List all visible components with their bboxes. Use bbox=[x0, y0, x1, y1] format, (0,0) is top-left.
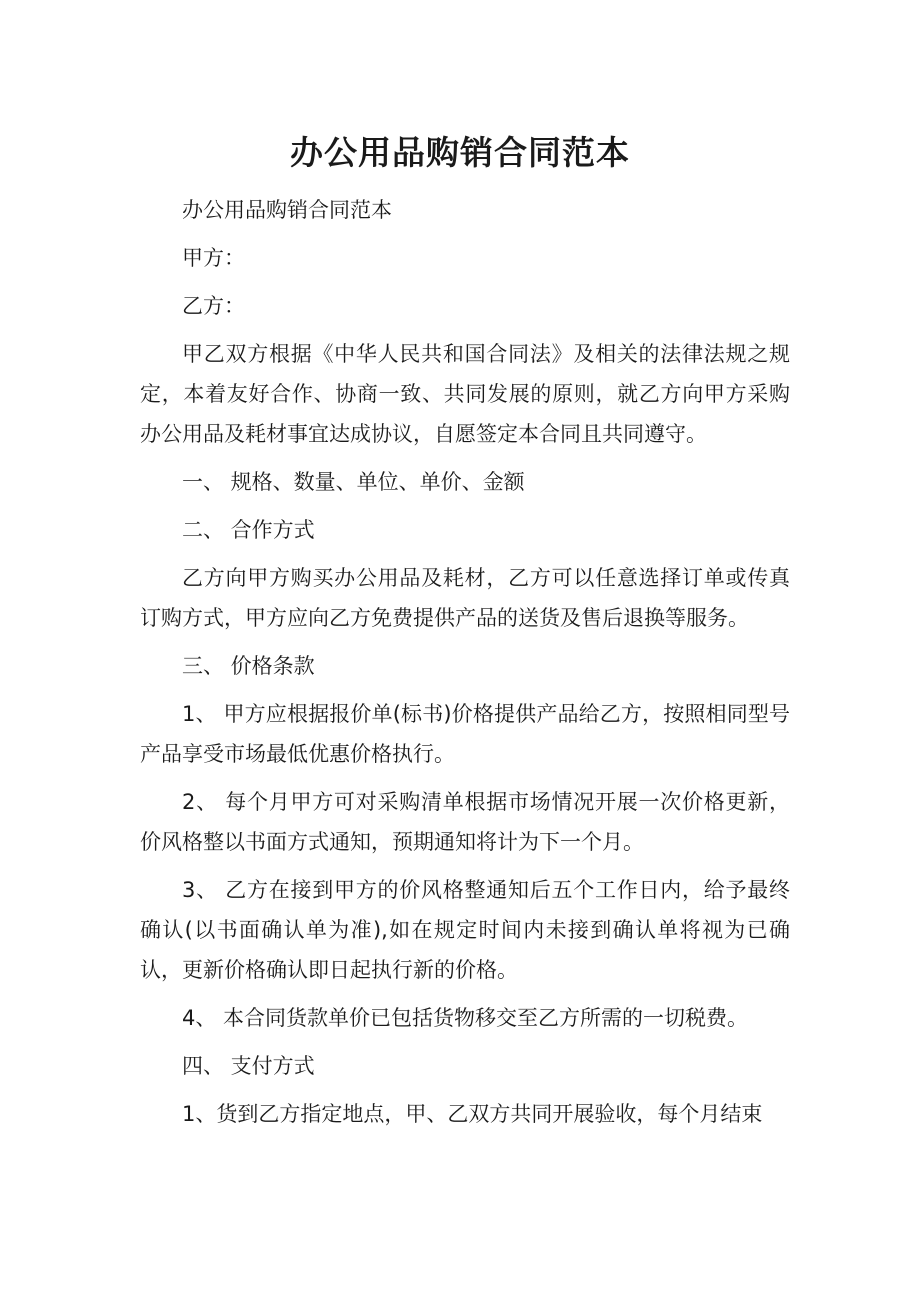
clause-price-3: 3、 乙方在接到甲方的价风格整通知后五个工作日内，给予最终确认(以书面确认单为准),如在规定时间内未接到确认单将视为已确认，更新价格确认即日起执行新的价格。 bbox=[140, 878, 790, 982]
paragraph-cooperation: 乙方向甲方购买办公用品及耗材，乙方可以任意选择订单或传真订购方式，甲方应向乙方免费提供产品的送货及售后退换等服务。 bbox=[140, 566, 790, 630]
document-title: 办公用品购销合同范本 bbox=[290, 133, 630, 172]
section-heading-3: 三、 价格条款 bbox=[182, 654, 315, 678]
document-body bbox=[140, 190, 790, 1142]
section-heading-4: 四、 支付方式 bbox=[182, 1054, 315, 1078]
paragraph-party-b: 乙方： bbox=[182, 294, 245, 318]
paragraph-subtitle: 办公用品购销合同范本 bbox=[182, 198, 392, 222]
clause-price-2: 2、 每个月甲方可对采购清单根据市场情况开展一次价格更新，价风格整以书面方式通知，预期通知将计为下一个月。 bbox=[140, 790, 790, 854]
clause-price-4: 4、 本合同货款单价已包括货物移交至乙方所需的一切税费。 bbox=[182, 1006, 749, 1030]
section-heading-1: 一、 规格、数量、单位、单价、金额 bbox=[182, 470, 525, 494]
section-heading-2: 二、 合作方式 bbox=[182, 518, 315, 542]
clause-payment-1: 1、货到乙方指定地点，甲、乙双方共同开展验收，每个月结束 bbox=[182, 1102, 763, 1126]
paragraph-party-a: 甲方： bbox=[182, 246, 245, 270]
paragraph-preamble: 甲乙双方根据《中华人民共和国合同法》及相关的法律法规之规定，本着友好合作、协商一致、共同发展的原则，就乙方向甲方采购办公用品及耗材事宜达成协议，自愿签定本合同且共同遵守。 bbox=[140, 342, 790, 446]
clause-price-1: 1、 甲方应根据报价单(标书)价格提供产品给乙方，按照相同型号产品享受市场最低优惠价格执行。 bbox=[140, 702, 790, 766]
